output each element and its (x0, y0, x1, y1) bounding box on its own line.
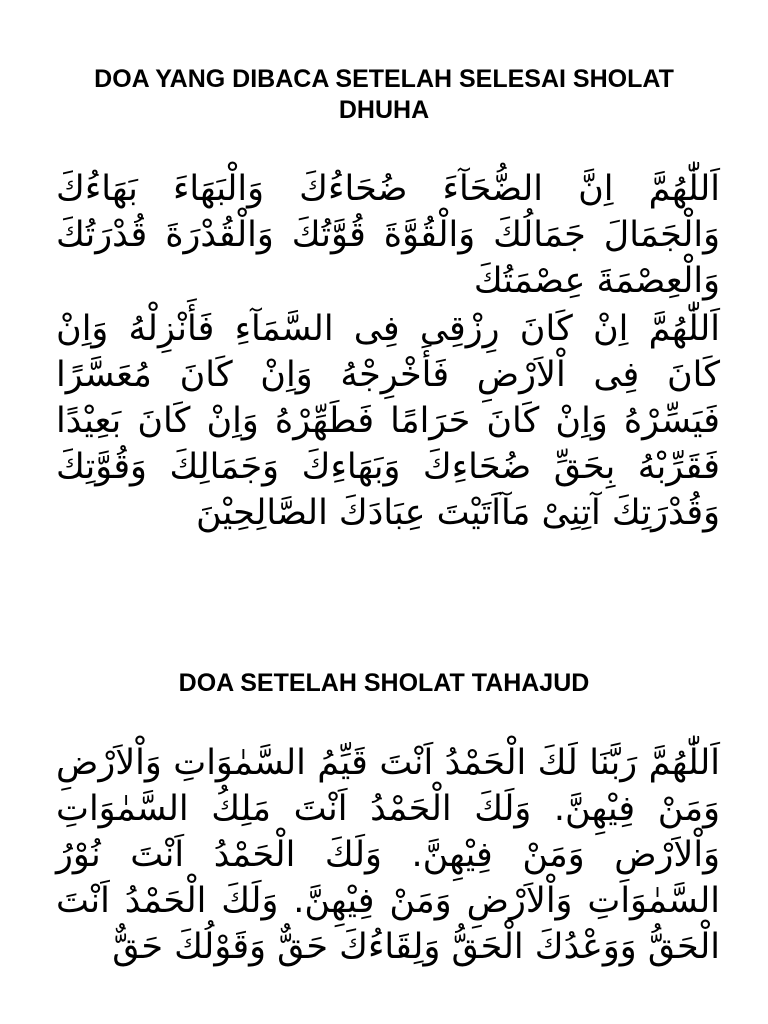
section-title-tahajud: DOA SETELAH SHOLAT TAHAJUD (178, 669, 590, 697)
arabic-paragraph-dhuha-1: اَللّٰهُمَّ اِنَّ الضُّحَآءَ ضُحَاءُكَ وَالْبَهَاءَ بَهَاءُكَ وَالْجَمَالَ جَمَالُكَ وَالْقُوَّةَ قُوَّتُكَ وَالْقُدْرَةَ قُدْرَتُكَ وَالْعِصْمَةَ عِصْمَتُكَ (56, 169, 720, 301)
arabic-paragraph-dhuha-2: اَللّٰهُمَّ اِنْ كَانَ رِزْقِى فِى السَّمَآءِ فَأَنْزِلْهُ وَاِنْ كَانَ فِى اْلاَرْضِ فَأَخْرِجْهُ وَاِنْ كَانَ مُعَسَّرًا فَيَسِّرْهُ وَاِنْ كَانَ حَرَامًا فَطَهِّرْهُ وَاِنْ كَانَ بَعِيْدًا فَقَرِّبْهُ بِحَقِّ ضُحَاءِكَ وَبَهَاءِكَ وَجَمَالِكَ وَقُوَّتِكَ وَقُدْرَتِكَ آتِنِىْ مَآاَتَيْتَ عِبَادَكَ الصَّالِحِيْنَ (56, 309, 720, 533)
section-title-dhuha: DOA YANG DIBACA SETELAH SELESAI SHOLAT DHUHA (94, 65, 674, 124)
arabic-paragraph-tahajud: اَللّٰهُمَّ رَبَّنَا لَكَ الْحَمْدُ اَنْتَ قَيِّمُ السَّمٰوَاتِ وَاْلاَرْضِ وَمَنْ فِيْهِنَّ. وَلَكَ الْحَمْدُ اَنْتَ مَلِكُ السَّمٰوَاتِ وَاْلاَرْضِ وَمَنْ فِيْهِنَّ. وَلَكَ الْحَمْدُ اَنْتَ نُوْرُ السَّمٰوَاتِ وَاْلاَرْضِ وَمَنْ فِيْهِنَّ. وَلَكَ الْحَمْدُ اَنْتَ الْحَقُّ وَوَعْدُكَ الْحَقُّ وَلِقَاءُكَ حَقٌّ وَقَوْلُكَ حَقٌّ (56, 743, 720, 967)
